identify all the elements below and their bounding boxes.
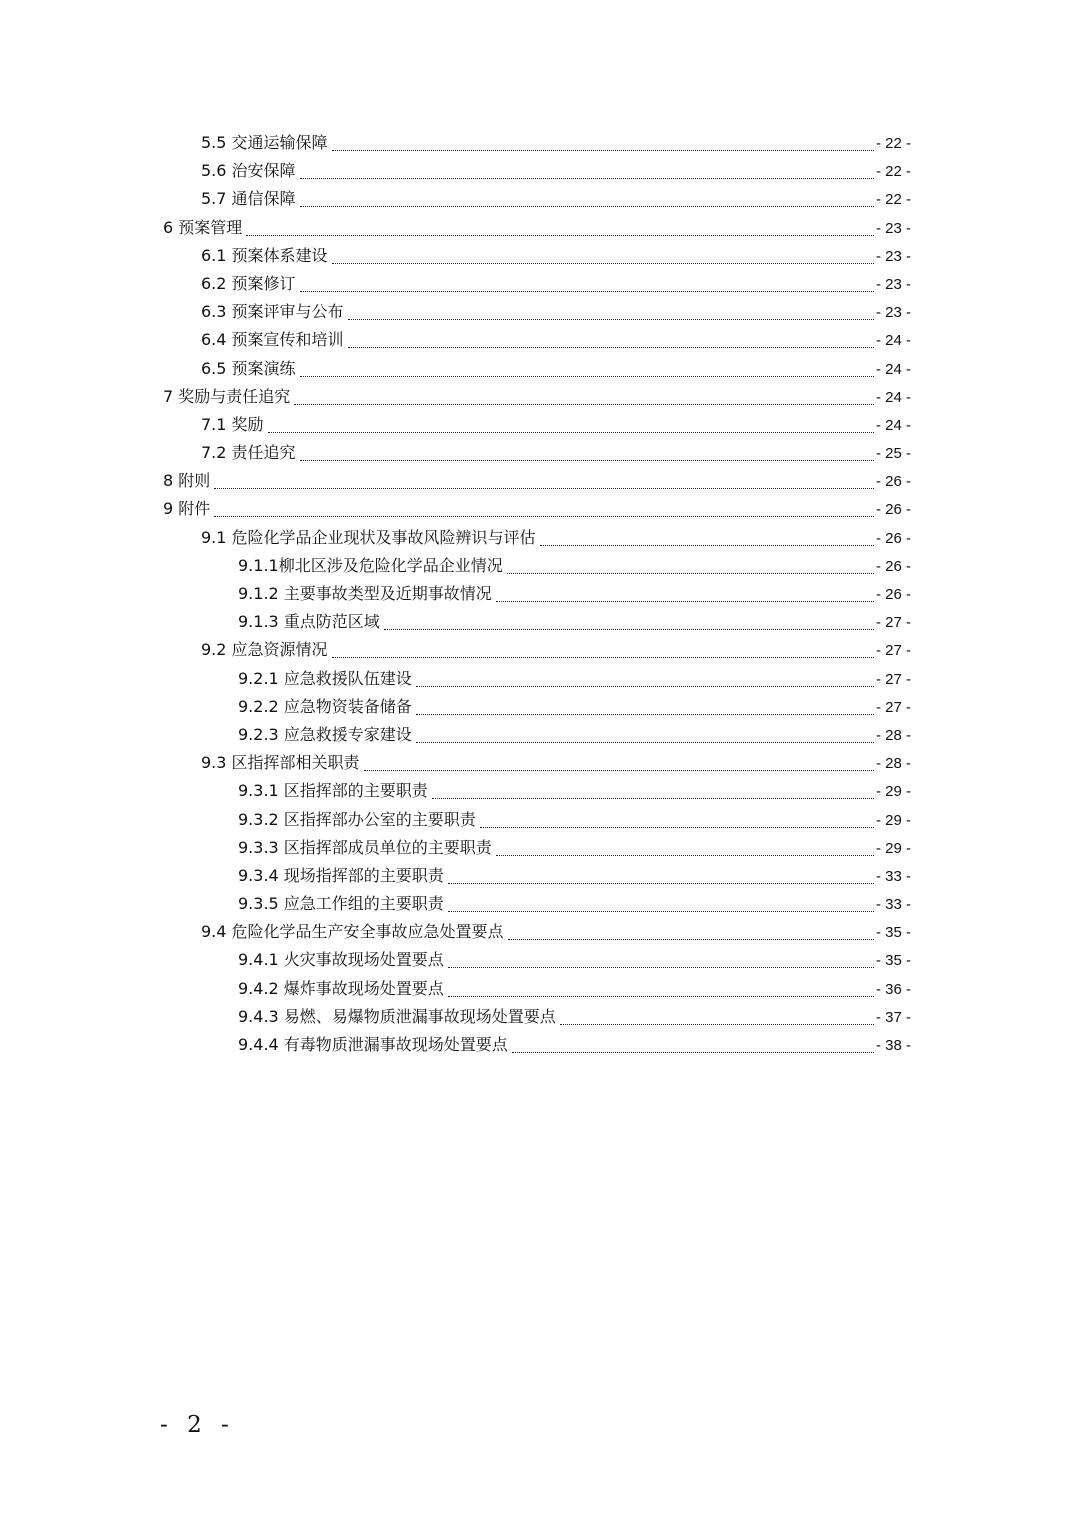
dot-leader — [480, 826, 874, 828]
toc-entry-line — [163, 386, 911, 409]
toc-entry-label: 7.1 奖励 — [201, 414, 264, 434]
toc-entry-label: 9.1 危险化学品企业现状及事故风险辨识与评估 — [201, 527, 536, 547]
toc-entry-page: - 33 - — [875, 867, 911, 885]
toc-entry-line — [238, 837, 911, 860]
toc-entry-page: - 27 - — [875, 642, 911, 660]
toc-entry-line — [238, 668, 911, 691]
toc-entry-label: 6.2 预案修订 — [201, 273, 296, 293]
dot-leader — [300, 290, 874, 292]
toc-entry-line — [238, 780, 911, 803]
toc-entry[interactable] — [0, 636, 1074, 664]
toc-entry[interactable] — [0, 665, 1074, 693]
toc-entry-label: 9.3.1 区指挥部的主要职责 — [238, 781, 428, 801]
toc-entry-page: - 24 - — [875, 388, 911, 406]
toc-entry-line — [238, 724, 911, 747]
dot-leader — [332, 149, 874, 151]
toc-entry-label: 9.3 区指挥部相关职责 — [201, 753, 360, 773]
toc-entry-line — [201, 358, 911, 381]
toc-entry-label: 9.4.4 有毒物质泄漏事故现场处置要点 — [238, 1035, 508, 1054]
toc-entry-page: - 27 - — [875, 614, 911, 632]
toc-entry-page: - 28 - — [875, 755, 911, 773]
toc-entry-line — [238, 583, 911, 606]
toc-entry-line — [201, 160, 911, 183]
toc-entry-label: 9.1.2 主要事故类型及近期事故情况 — [238, 584, 492, 603]
toc-entry-label: 9.2.1 应急救援队伍建设 — [238, 668, 412, 688]
toc-entry-line — [238, 1006, 911, 1029]
toc-entry-page: - 26 - — [875, 586, 911, 603]
toc-entry-line — [238, 809, 911, 832]
toc-entry-line — [238, 893, 911, 916]
dot-leader — [416, 713, 874, 715]
dot-leader — [416, 685, 874, 687]
toc-entry-page: - 29 - — [875, 839, 911, 857]
toc-entry-label: 9.3.3 区指挥部成员单位的主要职责 — [238, 837, 492, 857]
toc-entry[interactable] — [0, 326, 1074, 354]
toc-entry[interactable] — [0, 355, 1074, 383]
dot-leader — [448, 995, 874, 997]
page-number: - 2 - — [160, 1412, 235, 1438]
toc-entry-label: 9.3.2 区指挥部办公室的主要职责 — [238, 809, 476, 829]
toc-entry-line — [201, 752, 911, 775]
toc-entry-label: 9.4 危险化学品生产安全事故应急处置要点 — [201, 922, 504, 942]
toc-entry-page: - 26 - — [875, 557, 911, 575]
toc-entry-page: - 27 - — [875, 698, 911, 716]
toc-entry-line — [238, 865, 911, 888]
toc-entry-line — [201, 639, 911, 662]
toc-entry-label: 6.5 预案演练 — [201, 358, 296, 378]
toc-entry[interactable] — [0, 946, 1074, 974]
dot-leader — [496, 854, 874, 856]
toc-entry[interactable] — [0, 157, 1074, 185]
toc-entry-label: 7.2 责任追究 — [201, 443, 296, 463]
toc-entry-label: 6 预案管理 — [163, 217, 243, 237]
toc-entry[interactable] — [0, 608, 1074, 636]
toc-entry-line — [238, 1034, 911, 1057]
toc-entry-line — [201, 245, 911, 268]
toc-entry[interactable] — [0, 129, 1074, 157]
toc-entry[interactable] — [0, 834, 1074, 862]
dot-leader — [448, 910, 874, 912]
dot-leader — [508, 938, 874, 940]
dot-leader — [348, 318, 874, 320]
toc-entry-label: 6.4 预案宣传和培训 — [201, 330, 344, 350]
toc-entry-line — [201, 273, 911, 296]
toc-entry[interactable] — [0, 806, 1074, 834]
dot-leader — [348, 346, 874, 348]
dot-leader — [214, 487, 874, 489]
dot-leader — [300, 177, 874, 179]
toc-entry[interactable] — [0, 185, 1074, 213]
toc-entry[interactable] — [0, 890, 1074, 918]
toc-entry-label: 9.3.4 现场指挥部的主要职责 — [238, 865, 444, 885]
dot-leader — [448, 966, 874, 968]
toc-entry-label: 8 附则 — [163, 471, 211, 491]
toc-entry[interactable] — [0, 1031, 1074, 1059]
toc-entry-page: - 23 - — [875, 219, 911, 237]
toc-entry[interactable] — [0, 411, 1074, 439]
toc-entry-page: - 23 - — [875, 304, 911, 322]
toc-entry-label: 9.1.3 重点防范区域 — [238, 612, 380, 632]
toc-entry[interactable] — [0, 242, 1074, 270]
toc-entry-label: 6.1 预案体系建设 — [201, 245, 328, 265]
toc-entry-page: - 38 - — [875, 1037, 911, 1054]
dot-leader — [294, 403, 874, 405]
toc-entry[interactable] — [0, 918, 1074, 946]
toc-entry-label: 5.7 通信保障 — [201, 189, 296, 209]
toc-entry-line — [201, 329, 911, 352]
toc-entry-line — [163, 470, 911, 493]
toc-entry-page: - 26 - — [875, 473, 911, 491]
toc-entry-label: 9.2.3 应急救援专家建设 — [238, 724, 412, 744]
toc-entry-line — [163, 498, 911, 521]
toc-entry-page: - 25 - — [875, 445, 911, 463]
toc-entry-page: - 24 - — [875, 360, 911, 378]
toc-entry[interactable] — [0, 495, 1074, 523]
dot-leader — [540, 544, 874, 546]
toc-entry-page: - 36 - — [875, 980, 911, 998]
toc-entry-label: 7 奖励与责任追究 — [163, 386, 291, 406]
toc-entry[interactable] — [0, 524, 1074, 552]
toc-entry-line — [238, 949, 911, 972]
toc-entry-page: - 27 - — [875, 670, 911, 688]
toc-entry-label: 6.3 预案评审与公布 — [201, 302, 344, 322]
toc-entry-label: 9.3.5 应急工作组的主要职责 — [238, 894, 444, 914]
toc-entry[interactable] — [0, 552, 1074, 580]
toc-entry[interactable] — [0, 862, 1074, 890]
toc-entry-line — [201, 442, 911, 465]
toc-entry-label: 9 附件 — [163, 499, 211, 519]
toc-entry-line — [201, 921, 911, 944]
toc-entry-line — [201, 414, 911, 437]
toc-entry-page: - 26 - — [875, 529, 911, 547]
toc-entry-label: 9.4.3 易燃、易爆物质泄漏事故现场处置要点 — [238, 1006, 556, 1026]
toc-entry-label: 9.4.1 火灾事故现场处置要点 — [238, 950, 444, 970]
dot-leader — [496, 600, 874, 602]
toc-entry-page: - 22 - — [875, 191, 911, 209]
toc-entry-page: - 24 - — [875, 416, 911, 434]
toc-entry-line — [201, 188, 911, 211]
toc-entry-label: 9.1.1柳北区涉及危险化学品企业情况 — [238, 555, 503, 575]
dot-leader — [300, 205, 874, 207]
toc-entry-page: - 23 - — [875, 247, 911, 265]
toc-entry-line — [238, 555, 911, 578]
toc-entry[interactable] — [0, 777, 1074, 805]
toc-entry[interactable] — [0, 975, 1074, 1003]
toc-entry-label: 5.5 交通运输保障 — [201, 133, 328, 152]
toc-entry-line — [201, 132, 911, 155]
toc-entry-page: - 23 - — [875, 275, 911, 293]
toc-entry-page: - 35 - — [875, 924, 911, 942]
toc-entry-page: - 24 - — [875, 332, 911, 350]
dot-leader — [416, 741, 874, 743]
toc-entry[interactable] — [0, 298, 1074, 326]
toc-entry[interactable] — [0, 383, 1074, 411]
dot-leader — [332, 262, 874, 264]
toc-entry-line — [238, 611, 911, 634]
toc-entry-page: - 22 - — [875, 135, 911, 152]
toc-entry[interactable] — [0, 721, 1074, 749]
toc-entry-page: - 33 - — [875, 896, 911, 914]
dot-leader — [432, 797, 874, 799]
dot-leader — [364, 769, 874, 771]
toc-entry-page: - 22 - — [875, 163, 911, 181]
toc-entry[interactable] — [0, 214, 1074, 242]
toc-entry-line — [201, 527, 911, 550]
dot-leader — [512, 1051, 874, 1053]
toc-entry-page: - 37 - — [875, 1008, 911, 1026]
toc-entry-page: - 29 - — [875, 811, 911, 829]
toc-entry[interactable] — [0, 580, 1074, 608]
dot-leader — [300, 459, 874, 461]
toc-entry-label: 9.2.2 应急物资装备储备 — [238, 696, 412, 716]
toc-entry-label: 9.2 应急资源情况 — [201, 640, 328, 660]
toc-entry[interactable] — [0, 1003, 1074, 1031]
dot-leader — [268, 431, 874, 433]
toc-entry-line — [238, 696, 911, 719]
toc-entry-line — [238, 978, 911, 1001]
dot-leader — [448, 882, 874, 884]
toc-entry-page: - 29 - — [875, 783, 911, 801]
dot-leader — [214, 515, 874, 517]
toc-entry-line — [201, 301, 911, 324]
toc-entry-page: - 26 - — [875, 501, 911, 519]
table-of-contents — [0, 129, 1074, 1059]
dot-leader — [507, 572, 874, 574]
dot-leader — [560, 1023, 874, 1025]
toc-entry-line — [163, 217, 911, 240]
toc-entry-label: 9.4.2 爆炸事故现场处置要点 — [238, 978, 444, 998]
toc-entry-page: - 35 - — [875, 952, 911, 970]
toc-entry[interactable] — [0, 270, 1074, 298]
toc-entry[interactable] — [0, 693, 1074, 721]
dot-leader — [300, 375, 874, 377]
toc-entry[interactable] — [0, 467, 1074, 495]
dot-leader — [384, 628, 874, 630]
dot-leader — [332, 656, 874, 658]
dot-leader — [246, 234, 874, 236]
toc-entry-label: 5.6 治安保障 — [201, 161, 296, 181]
toc-entry[interactable] — [0, 749, 1074, 777]
toc-entry[interactable] — [0, 439, 1074, 467]
toc-entry-page: - 28 - — [875, 726, 911, 744]
